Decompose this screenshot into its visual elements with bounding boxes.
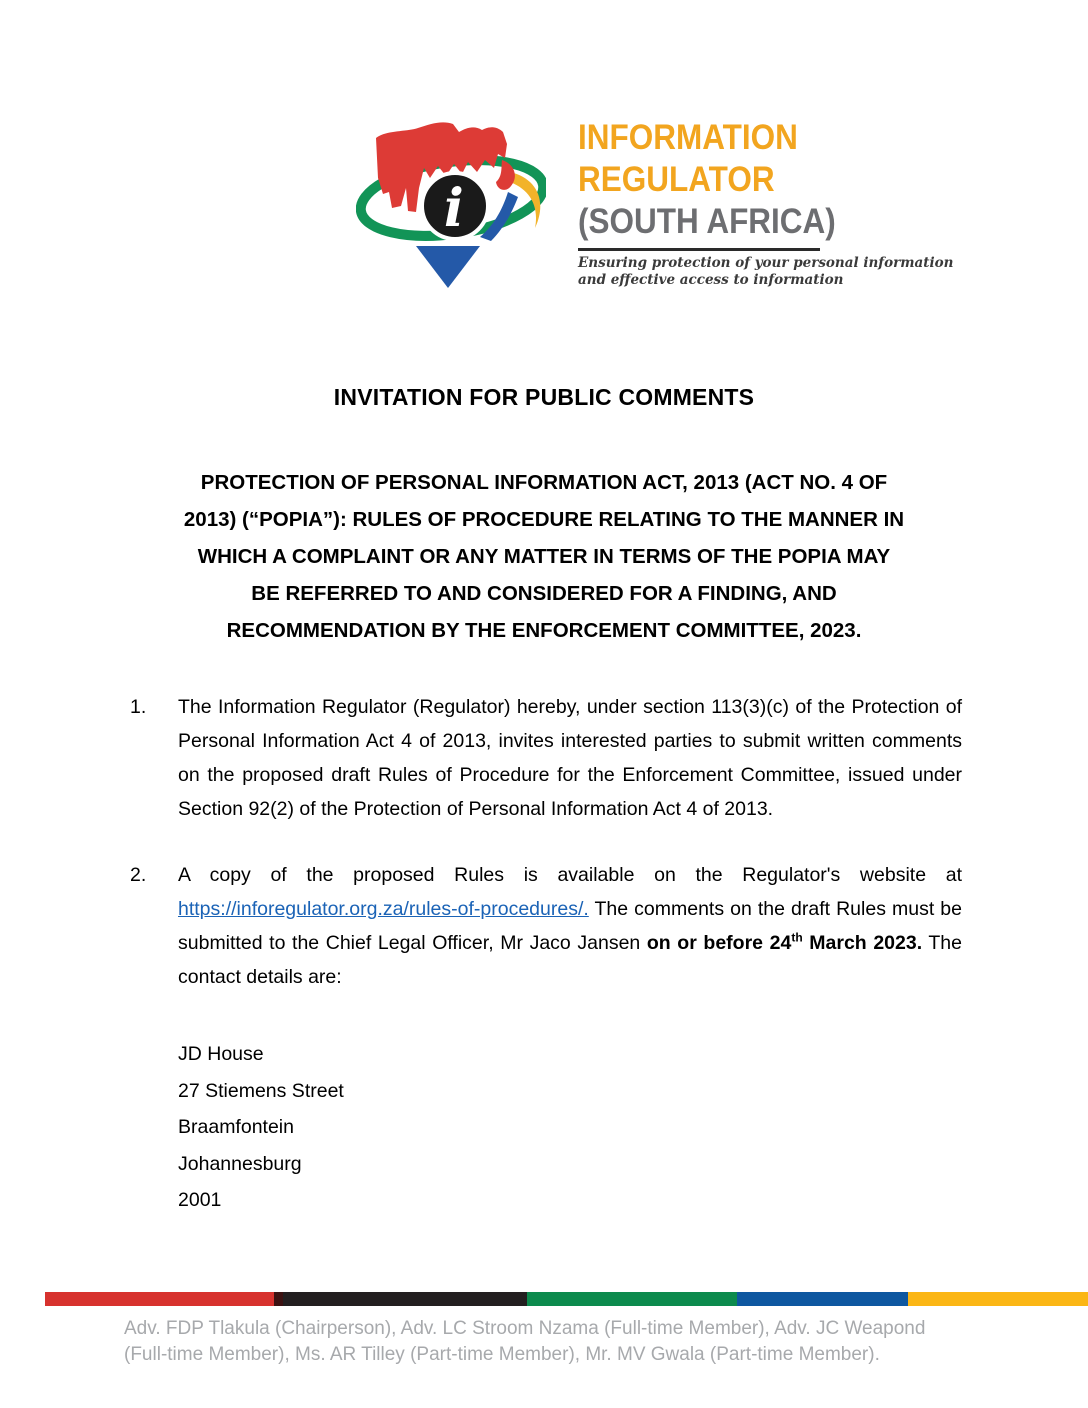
logo-tagline-line2: and effective access to information [578, 272, 844, 288]
contact-address [178, 1036, 344, 1219]
subject-heading-line: BE REFERRED TO AND CONSIDERED FOR A FINDING, AND [251, 582, 837, 605]
logo-org-name-line3: (SOUTH AFRICA) [578, 202, 836, 241]
flag-stripe [527, 1292, 737, 1306]
deadline-ordinal-suffix: th [791, 930, 803, 945]
footer-members: Adv. FDP Tlakula (Chairperson), Adv. LC Stroom Nzama (Full-time Member), Adv. JC Weapond (Full-time Member), Ms. AR Tilley (Part-time Member), Mr. MV Gwala (Part-time Member). [124, 1318, 926, 1365]
flag-stripe [283, 1292, 527, 1306]
regulator-logo-icon [356, 116, 546, 294]
subject-heading [0, 464, 1088, 649]
logo-org-name-line2: REGULATOR [578, 160, 775, 199]
paragraph-2-number: 2. [130, 864, 147, 886]
logo-tagline [578, 255, 953, 289]
logo-tagline-line1: Ensuring protection of your personal information [578, 255, 954, 271]
paragraph-2-intro: A copy of the proposed Rules is available on the Regulator's website at [178, 864, 962, 886]
flag-stripe [908, 1292, 1088, 1306]
flag-stripe [45, 1292, 274, 1306]
subject-heading-line: 2013) (“POPIA”): RULES OF PROCEDURE RELATING TO THE MANNER IN [183, 508, 905, 531]
paragraph-2-tail: The contact details are: [178, 932, 962, 988]
rules-of-procedure-link[interactable]: https://inforegulator.org.za/rules-of-procedures/. [178, 898, 589, 920]
paragraph-1-number: 1. [130, 696, 147, 718]
paragraph-2-middle: The comments on the draft Rules must be submitted to the Chief Legal Officer, Mr Jaco Jansen [178, 898, 962, 954]
deadline-bold-text: on or before 24 [646, 932, 792, 954]
address-line-postcode: 2001 [178, 1189, 222, 1211]
logo-divider-line [578, 248, 820, 251]
subject-heading-line: PROTECTION OF PERSONAL INFORMATION ACT, 2013 (ACT NO. 4 OF [200, 471, 888, 494]
paragraph-1 [130, 690, 962, 826]
flag-stripe [274, 1292, 283, 1306]
page-title: INVITATION FOR PUBLIC COMMENTS [333, 384, 755, 410]
deadline-bold-tail: March 2023. [802, 932, 923, 954]
regulator-logo [356, 116, 953, 294]
address-line-street: 27 Stiemens Street [178, 1079, 344, 1102]
address-line-suburb: Braamfontein [178, 1116, 294, 1138]
subject-heading-line: RECOMMENDATION BY THE ENFORCEMENT COMMITTEE, 2023. [226, 619, 862, 642]
logo-text-block [578, 116, 953, 294]
paragraph-1-text: The Information Regulator (Regulator) hereby, under section 113(3)(c) of the Protection of Personal Information Act 4 of 2013, invites interested parties to submit written comments on the proposed draft Rules of Procedure for the Enforcement Committee, issued under Section 92(2) of the Protection of Personal Information Act 4 of 2013. [178, 696, 962, 820]
paragraph-2 [130, 858, 962, 994]
address-line-city: Johannesburg [178, 1152, 302, 1175]
subject-heading-line: WHICH A COMPLAINT OR ANY MATTER IN TERMS OF THE POPIA MAY [197, 545, 891, 568]
paragraph-2-text [178, 858, 962, 994]
address-line-building: JD House [178, 1043, 264, 1065]
flag-stripe [737, 1292, 908, 1306]
info-letter: i [444, 178, 464, 239]
logo-org-name-line1: INFORMATION [578, 118, 798, 157]
shield-point-icon [416, 246, 480, 288]
flag-bar [45, 1292, 1088, 1306]
